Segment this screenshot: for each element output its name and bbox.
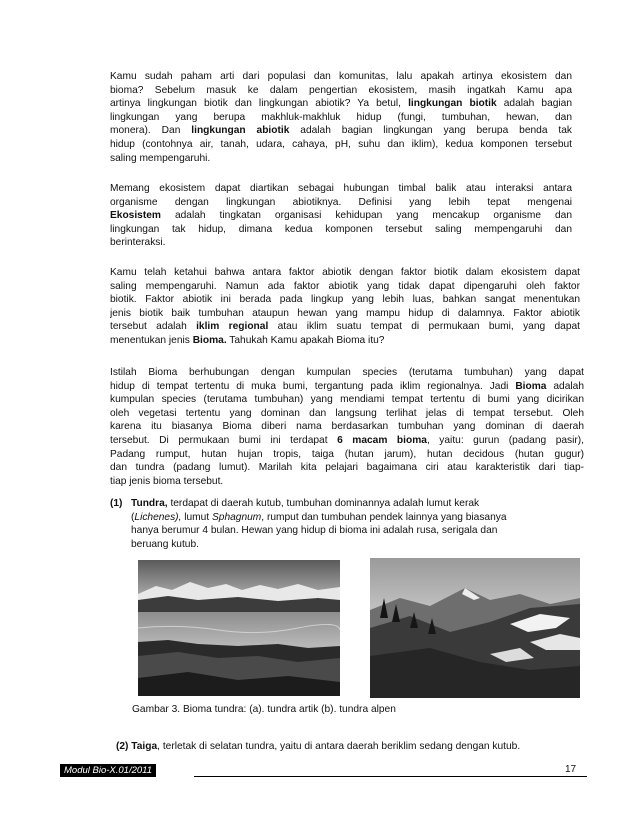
text-line: saling mempengaruhi. Namun ada faktor abiotik yang tidak dapat dipengaruhi oleh faktor	[110, 280, 580, 292]
figure-caption: Gambar 3. Bioma tundra: (a). tundra artik (b). tundra alpen	[132, 704, 396, 715]
text-line: Kamu telah ketahui bahwa antara faktor abiotik dengan faktor biotik dalam ekosistem dapat	[110, 267, 580, 278]
document-page: Kamu sudah paham arti dari populasi dan komunitas, lalu apakah artinya ekosistem dan bioma? Sebelum masuk ke dalam pengertian ekosistem, masih ingatkah Kamu apa artinya lingkungan biotik dan lingkungan abiotik? Ya betul, lingkungan biotik adalah bagian lingkungan yang berupa makhluk-makhluk hidup (fungi, tumbuhan, hewan, dan monera). Dan lingkungan abiotik adalah bagian lingkungan yang berupa benda tak hidup (contohnya air, tanah, udara, cahaya, pH, suhu dan iklim), kedua komponen tersebut saling mempengaruhi. Memang ekosistem dapat diartikan sebagai hubungan timbal balik atau interaksi antara organisme dengan lingkungan abiotiknya. Definisi yang lebih tepat mengenai Ekosistem adalah tingkatan organisasi kehidupan yang mencakup organisme dan lingkungan tak hidup, dimana kedua komponen tersebut saling mempengaruhi dan berinteraksi. Kamu telah ketahui bahwa antara faktor abiotik dengan faktor biotik dalam ekosistem dapat saling mempengaruhi. Namun ada faktor abiotik yang tidak dapat dipengaruhi oleh faktor biotik. Faktor abiotik ini berada pada lingkup yang lebih luas, bahkan sangat menentukan jenis biotik baik tumbuhan ataupun hewan yang mampu hidup di dalamnya. Faktor abiotik tersebut adalah iklim regional atau iklim suatu tempat di permukaan bumi, yang dapat menentukan jenis Bioma. Tahukah Kamu apakah Bioma itu? Istilah Bioma berhubungan dengan kumpulan species (terutama tumbuhan) yang dapat hidup di tempat tertentu di muka bumi, tergantung pada iklim regionalnya. Jadi Bioma adalah kumpulan species (terutama tumbuhan) yang mendiami tempat tertentu di bumi yang dicirikan oleh vegetasi tertentu yang dominan dan langsung terlihat jelas di tempat tersebut. Oleh karena itu biasanya Bioma diberi nama berdasarkan tumbuhan yang dominan di daerah tersebut. Di permukaan bumi ini terdapat 6 macam bioma, yaitu: gurun (padang pasir), Padang rumput, hutan hujan tropis, taiga (hutan jarum), hutan decidous (hutan gugur) dan tundra (padang lumut). Marilah kita pelajari bagaimana ciri atau karakteristik dari tiap- tiap jenis bioma tersebut. (1) Tundra, terdapat di daerah kutub, tumbuhan dominannya adalah lumut kerak (Lichenes), lumut Sphagnum, rumput dan tumbuhan pendek lainnya yang biasanya hanya berumur 4 bulan. Hewan yang hidup di bioma ini adalah rusa, serigala dan beruang kutub. Gambar 3. Bioma tundra: (a). tundra artik (b). tundra alpen (2) Taiga, terletak di selatan tundra, yaitu di antara daerah beriklim sedang dengan kutub. Modul Bio-X.01/2011 17	[0, 0, 638, 826]
paragraph-ecosystem-definition	[110, 182, 572, 250]
text-line: lingkungan tak hidup, dimana kedua komponen tersebut saling mempengaruhi dan	[110, 223, 572, 235]
term-taiga: Taiga	[131, 741, 158, 752]
text-line: Istilah Bioma berhubungan dengan kumpulan species (terutama tumbuhan) yang dapat	[110, 367, 584, 378]
paragraph-ecosystem-intro	[110, 70, 572, 165]
text-line: dan tundra (padang lumut). Marilah kita pelajari bagaimana ciri atau karakteristik dari tiap-	[110, 462, 584, 474]
text-line: bioma? Sebelum masuk ke dalam pengertian ekosistem, masih ingatkah Kamu apa	[110, 84, 572, 96]
list-number: (2)	[116, 741, 129, 752]
text-line: Ekosistem adalah tingkatan organisasi kehidupan yang mencakup organisme dan	[110, 210, 572, 222]
paragraph-biome-definition	[110, 366, 584, 488]
text-line: oleh vegetasi tertentu yang dominan dan langsung terlihat jelas di tempat tersebut. Oleh	[110, 407, 584, 419]
list-item-taiga: (2) Taiga, terletak di selatan tundra, yaitu di antara daerah beriklim sedang dengan kutub.	[116, 741, 521, 752]
text-line: jenis biotik baik tumbuhan ataupun hewan yang mampu hidup di dalamnya. Faktor abiotik	[110, 307, 580, 319]
text-line: tersebut adalah iklim regional atau iklim suatu tempat di permukaan bumi, yang dapat	[110, 321, 580, 333]
photo-alpine-tundra	[370, 558, 580, 698]
term-tundra: Tundra,	[131, 498, 168, 509]
text-line: biotik. Faktor abiotik ini berada pada lingkup yang lebih luas, bahkan sangat menentukan	[110, 294, 580, 306]
text-line: karena itu biasanya Bioma diberi nama berdasarkan tumbuhan yang dominan di daerah	[110, 421, 584, 433]
text-line: tiap jenis bioma tersebut.	[110, 475, 224, 487]
text-line: organisme dengan lingkungan abiotiknya. Definisi yang lebih tepat mengenai	[110, 196, 572, 208]
page-number: 17	[565, 764, 577, 775]
text-line: lingkungan yang berupa makhluk-makhluk hidup (fungi, tumbuhan, hewan, dan	[110, 111, 572, 123]
text-line: monera). Dan lingkungan abiotik adalah bagian lingkungan yang berupa benda tak	[110, 125, 572, 137]
text-line: hidup (contohnya air, tanah, udara, cahaya, pH, suhu dan iklim), kedua komponen tersebut	[110, 138, 572, 150]
text-line: Memang ekosistem dapat diartikan sebagai hubungan timbal balik atau interaksi antara	[110, 183, 572, 194]
text-line: Kamu sudah paham arti dari populasi dan komunitas, lalu apakah artinya ekosistem dan	[110, 71, 572, 82]
text-line: saling mempengaruhi.	[110, 152, 211, 164]
photo-arctic-tundra	[138, 560, 340, 696]
text-line: berinteraksi.	[110, 237, 166, 249]
module-label: Modul Bio-X.01/2011	[60, 764, 156, 777]
text-line: menentukan jenis Bioma. Tahukah Kamu apakah Bioma itu?	[110, 334, 385, 346]
text-line: Padang rumput, hutan hujan tropis, taiga (hutan jarum), hutan decidous (hutan gugur)	[110, 448, 584, 460]
footer-divider	[194, 776, 587, 777]
paragraph-abiotic-factors	[110, 266, 580, 348]
text-line: hidup di tempat tertentu di muka bumi, tergantung pada iklim regionalnya. Jadi Bioma adalah	[110, 380, 584, 392]
text-line: tersebut. Di permukaan bumi ini terdapat 6 macam bioma, yaitu: gurun (padang pasir),	[110, 434, 584, 446]
text-line: kumpulan species (terutama tumbuhan) yang mendiami tempat tertentu di bumi yang dicirikan	[110, 394, 584, 406]
text-line: artinya lingkungan biotik dan lingkungan abiotik? Ya betul, lingkungan biotik adalah bagian	[110, 98, 572, 110]
list-number: (1)	[110, 498, 123, 509]
